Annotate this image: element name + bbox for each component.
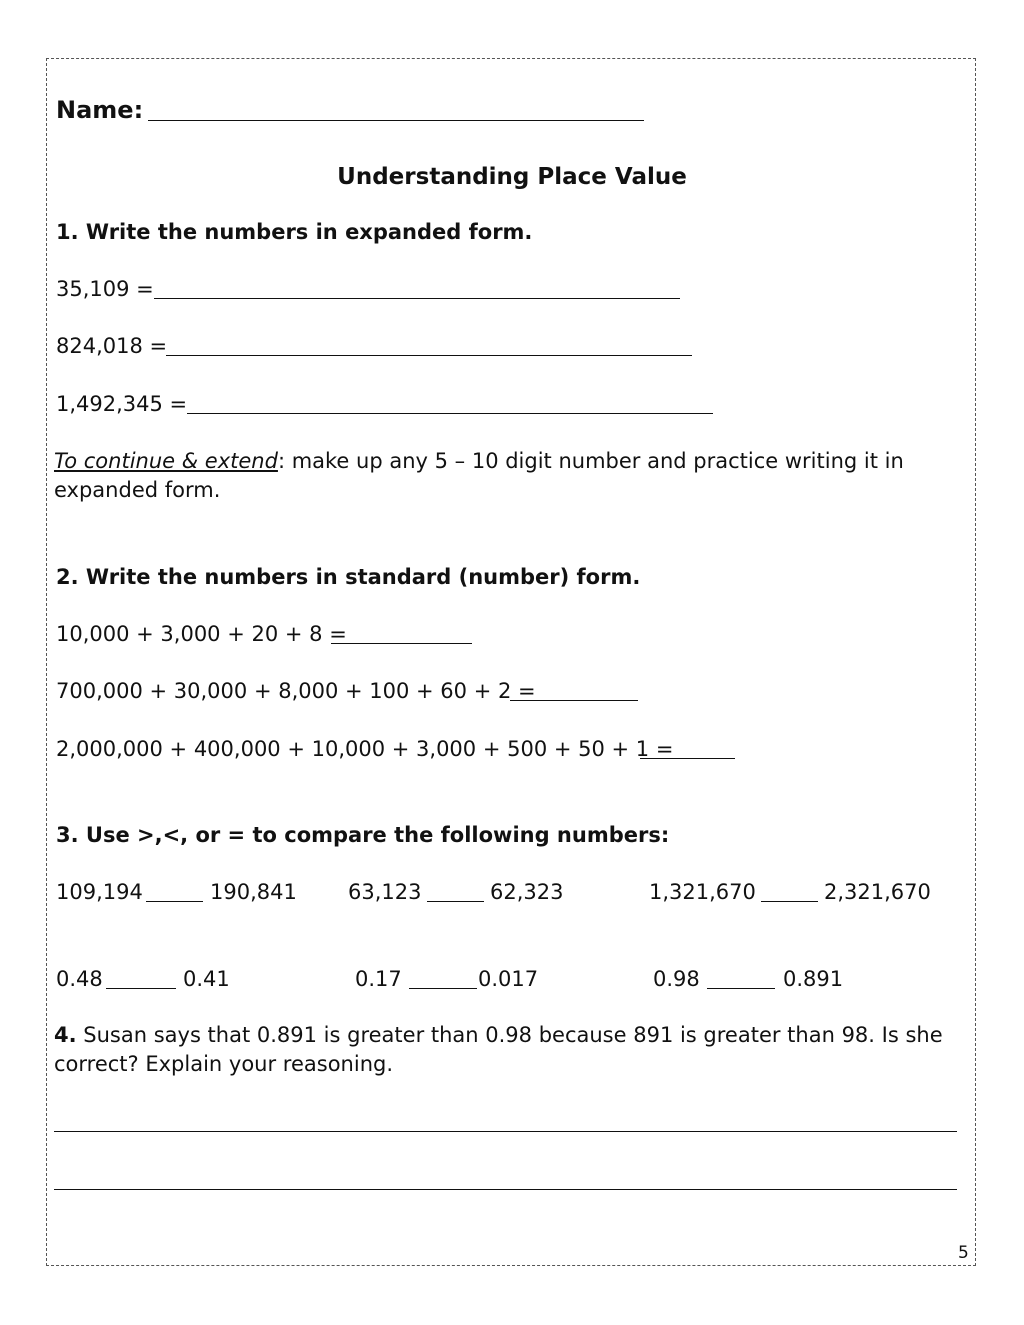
compare-right: 2,321,670 bbox=[824, 880, 931, 904]
expanded-item-2: 824,018 = bbox=[56, 334, 168, 358]
expanded-answer-3[interactable] bbox=[187, 413, 713, 414]
section3-heading: 3. Use >,<, or = to compare the following numbers: bbox=[56, 823, 670, 847]
standard-item-1: 10,000 + 3,000 + 20 + 8 = bbox=[56, 622, 347, 646]
standard-answer-1[interactable] bbox=[331, 643, 472, 644]
compare-left: 0.48 bbox=[56, 967, 103, 991]
compare-left: 0.17 bbox=[355, 967, 402, 991]
section1-heading: 1. Write the numbers in expanded form. bbox=[56, 220, 533, 244]
name-blank[interactable] bbox=[148, 120, 644, 121]
compare-right: 0.017 bbox=[478, 967, 539, 991]
compare-right: 190,841 bbox=[210, 880, 297, 904]
compare-blank[interactable] bbox=[707, 988, 775, 989]
expanded-item-1: 35,109 = bbox=[56, 277, 154, 301]
standard-answer-3[interactable] bbox=[640, 758, 735, 759]
compare-left: 109,194 bbox=[56, 880, 143, 904]
reasoning-line-2[interactable] bbox=[54, 1189, 957, 1190]
compare-blank[interactable] bbox=[106, 988, 176, 989]
extend-text: make up any 5 – 10 digit number and practice writing it in expanded form. bbox=[54, 449, 904, 502]
question-4 bbox=[54, 1021, 944, 1079]
compare-left: 63,123 bbox=[348, 880, 422, 904]
expanded-item-3: 1,492,345 = bbox=[56, 392, 188, 416]
page-number: 5 bbox=[958, 1243, 969, 1263]
extend-colon: : bbox=[277, 449, 286, 473]
extend-instruction bbox=[54, 447, 974, 505]
name-label: Name: bbox=[56, 96, 144, 124]
compare-left: 1,321,670 bbox=[649, 880, 756, 904]
standard-item-3: 2,000,000 + 400,000 + 10,000 + 3,000 + 500 + 50 + 1 = bbox=[56, 737, 674, 761]
section2-heading: 2. Write the numbers in standard (number) form. bbox=[56, 565, 641, 589]
compare-blank[interactable] bbox=[761, 901, 818, 902]
question-4-number: 4. bbox=[54, 1023, 77, 1047]
question-4-text: Susan says that 0.891 is greater than 0.98 because 891 is greater than 98. Is she correct? Explain your reasoning. bbox=[54, 1023, 943, 1076]
standard-answer-2[interactable] bbox=[510, 700, 638, 701]
compare-left: 0.98 bbox=[653, 967, 700, 991]
compare-right: 62,323 bbox=[490, 880, 564, 904]
compare-blank[interactable] bbox=[427, 901, 484, 902]
compare-blank[interactable] bbox=[409, 988, 477, 989]
compare-blank[interactable] bbox=[146, 901, 203, 902]
page-title: Understanding Place Value bbox=[337, 164, 687, 190]
compare-right: 0.41 bbox=[183, 967, 230, 991]
reasoning-line-1[interactable] bbox=[54, 1131, 957, 1132]
expanded-answer-1[interactable] bbox=[154, 298, 680, 299]
compare-right: 0.891 bbox=[783, 967, 844, 991]
expanded-answer-2[interactable] bbox=[166, 355, 692, 356]
extend-lead: To continue & extend bbox=[54, 449, 278, 473]
standard-item-2: 700,000 + 30,000 + 8,000 + 100 + 60 + 2 = bbox=[56, 679, 536, 703]
